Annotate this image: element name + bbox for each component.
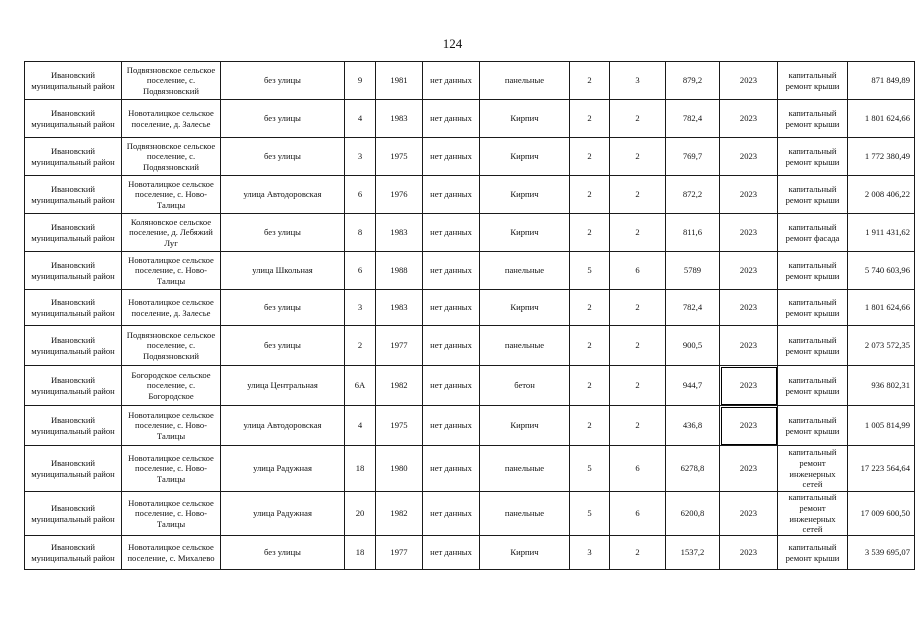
cell-plan-year: 2023 [720,446,778,492]
cell-work: капитальный ремонт фасада [778,214,848,252]
cell-cost: 871 849,89 [848,62,915,100]
cell-year: 1983 [376,100,423,138]
cell-plan-year: 2023 [720,138,778,176]
cell-work: капитальный ремонт крыши [778,326,848,366]
cell-house: 4 [345,406,376,446]
cell-house: 6 [345,176,376,214]
cell-cost: 1 911 431,62 [848,214,915,252]
table-body [25,62,915,570]
cell-cost: 1 772 380,49 [848,138,915,176]
cell-house: 9 [345,62,376,100]
cell-year: 1988 [376,252,423,290]
cell-house: 6 [345,252,376,290]
cell-area: 769,7 [666,138,720,176]
cell-street: без улицы [221,138,345,176]
cell-work: капитальный ремонт крыши [778,290,848,326]
cell-settlement: Новоталицкое сельское поселение, д. Залесье [122,290,221,326]
cell-floors: 2 [570,138,610,176]
cell-area: 436,8 [666,406,720,446]
cell-floors: 5 [570,252,610,290]
cell-work: капитальный ремонт крыши [778,366,848,406]
cell-district: Ивановский муниципальный район [25,406,122,446]
cell-work: капитальный ремонт крыши [778,406,848,446]
cell-street: улица Автодоровская [221,406,345,446]
cell-data-status: нет данных [423,138,480,176]
cell-district: Ивановский муниципальный район [25,446,122,492]
cell-plan-year: 2023 [720,214,778,252]
cell-material: Кирпич [480,100,570,138]
cell-entrances: 6 [610,446,666,492]
cell-plan-year: 2023 [720,176,778,214]
cell-data-status: нет данных [423,492,480,536]
cell-cost: 1 005 814,99 [848,406,915,446]
cell-cost: 17 223 564,64 [848,446,915,492]
cell-area: 811,6 [666,214,720,252]
cell-floors: 2 [570,406,610,446]
cell-work: капитальный ремонт крыши [778,62,848,100]
cell-entrances: 2 [610,366,666,406]
cell-floors: 2 [570,214,610,252]
cell-material: бетон [480,366,570,406]
cell-settlement: Коляновское сельское поселение, д. Лебяжий Луг [122,214,221,252]
cell-street: без улицы [221,100,345,138]
cell-settlement: Новоталицкое сельское поселение, с. Ново-Талицы [122,406,221,446]
cell-material: панельные [480,252,570,290]
cell-house: 3 [345,290,376,326]
cell-work: капитальный ремонт крыши [778,252,848,290]
cell-work: капитальный ремонт инженерных сетей [778,492,848,536]
cell-year: 1980 [376,446,423,492]
page-number: 124 [442,36,463,51]
cell-year: 1976 [376,176,423,214]
cell-settlement: Новоталицкое сельское поселение, с. Ново-Талицы [122,252,221,290]
cell-data-status: нет данных [423,214,480,252]
cell-district: Ивановский муниципальный район [25,290,122,326]
cell-floors: 2 [570,290,610,326]
cell-settlement: Новоталицкое сельское поселение, с. Михалево [122,536,221,570]
cell-work: капитальный ремонт крыши [778,100,848,138]
cell-street: улица Центральная [221,366,345,406]
cell-district: Ивановский муниципальный район [25,138,122,176]
cell-data-status: нет данных [423,100,480,138]
cell-data-status: нет данных [423,446,480,492]
cell-year: 1982 [376,366,423,406]
cell-street: без улицы [221,62,345,100]
cell-cost: 5 740 603,96 [848,252,915,290]
table-row [25,176,915,214]
cell-settlement: Новоталицкое сельское поселение, с. Ново-Талицы [122,176,221,214]
cell-house: 20 [345,492,376,536]
cell-street: без улицы [221,326,345,366]
cell-street: улица Радужная [221,446,345,492]
cell-floors: 2 [570,100,610,138]
cell-entrances: 2 [610,290,666,326]
cell-house: 3 [345,138,376,176]
cell-area: 1537,2 [666,536,720,570]
cell-year: 1981 [376,62,423,100]
cell-entrances: 3 [610,62,666,100]
cell-year: 1977 [376,326,423,366]
cell-year: 1982 [376,492,423,536]
cell-floors: 3 [570,536,610,570]
cell-entrances: 6 [610,492,666,536]
cell-district: Ивановский муниципальный район [25,326,122,366]
cell-plan-year: 2023 [720,536,778,570]
cell-material: панельные [480,326,570,366]
table-row [25,366,915,406]
cell-district: Ивановский муниципальный район [25,100,122,138]
cell-floors: 2 [570,176,610,214]
cell-district: Ивановский муниципальный район [25,366,122,406]
table-row [25,446,915,492]
table-row [25,252,915,290]
cell-floors: 5 [570,446,610,492]
cell-work: капитальный ремонт инженерных сетей [778,446,848,492]
cell-floors: 2 [570,62,610,100]
cell-settlement: Богородское сельское поселение, с. Богородское [122,366,221,406]
cell-entrances: 2 [610,100,666,138]
cell-street: без улицы [221,290,345,326]
cell-cost: 3 539 695,07 [848,536,915,570]
cell-settlement: Подвязновское сельское поселение, с. Подвязновский [122,326,221,366]
cell-house: 4 [345,100,376,138]
cell-year: 1975 [376,406,423,446]
cell-street: без улицы [221,536,345,570]
cell-cost: 1 801 624,66 [848,290,915,326]
cell-cost: 2 073 572,35 [848,326,915,366]
cell-plan-year: 2023 [720,252,778,290]
cell-house: 6А [345,366,376,406]
cell-area: 944,7 [666,366,720,406]
table-row [25,290,915,326]
cell-plan-year: 2023 [720,290,778,326]
cell-floors: 5 [570,492,610,536]
cell-settlement: Новоталицкое сельское поселение, с. Ново-Талицы [122,492,221,536]
cell-entrances: 2 [610,138,666,176]
cell-plan-year: 2023 [720,406,778,446]
cell-district: Ивановский муниципальный район [25,536,122,570]
cell-area: 6278,8 [666,446,720,492]
cell-street: улица Радужная [221,492,345,536]
cell-cost: 936 802,31 [848,366,915,406]
cell-material: Кирпич [480,290,570,326]
cell-floors: 2 [570,326,610,366]
cell-data-status: нет данных [423,62,480,100]
cell-area: 5789 [666,252,720,290]
cell-street: улица Школьная [221,252,345,290]
cell-plan-year: 2023 [720,366,778,406]
cell-work: капитальный ремонт крыши [778,536,848,570]
table-row [25,326,915,366]
cell-data-status: нет данных [423,536,480,570]
cell-year: 1983 [376,214,423,252]
cell-street: без улицы [221,214,345,252]
cell-material: панельные [480,492,570,536]
cell-area: 782,4 [666,290,720,326]
cell-district: Ивановский муниципальный район [25,252,122,290]
cell-material: Кирпич [480,406,570,446]
cell-area: 782,4 [666,100,720,138]
cell-area: 872,2 [666,176,720,214]
cell-data-status: нет данных [423,176,480,214]
table-row [25,62,915,100]
cell-house: 2 [345,326,376,366]
cell-cost: 1 801 624,66 [848,100,915,138]
cell-year: 1975 [376,138,423,176]
cell-material: Кирпич [480,214,570,252]
cell-entrances: 2 [610,326,666,366]
cell-entrances: 2 [610,214,666,252]
cell-material: Кирпич [480,176,570,214]
cell-area: 6200,8 [666,492,720,536]
cell-work: капитальный ремонт крыши [778,176,848,214]
cell-year: 1977 [376,536,423,570]
cell-district: Ивановский муниципальный район [25,176,122,214]
table-row [25,406,915,446]
cell-entrances: 6 [610,252,666,290]
cell-data-status: нет данных [423,252,480,290]
cell-data-status: нет данных [423,290,480,326]
cell-plan-year: 2023 [720,100,778,138]
cell-entrances: 2 [610,536,666,570]
cell-plan-year: 2023 [720,62,778,100]
cell-house: 18 [345,446,376,492]
cell-data-status: нет данных [423,366,480,406]
cell-area: 879,2 [666,62,720,100]
cell-cost: 17 009 600,50 [848,492,915,536]
cell-data-status: нет данных [423,406,480,446]
cell-district: Ивановский муниципальный район [25,214,122,252]
housing-repair-table [24,61,915,570]
cell-cost: 2 008 406,22 [848,176,915,214]
table-row [25,100,915,138]
table-row [25,492,915,536]
cell-material: Кирпич [480,138,570,176]
cell-house: 8 [345,214,376,252]
cell-material: Кирпич [480,536,570,570]
cell-plan-year: 2023 [720,492,778,536]
cell-district: Ивановский муниципальный район [25,492,122,536]
cell-entrances: 2 [610,406,666,446]
cell-entrances: 2 [610,176,666,214]
cell-area: 900,5 [666,326,720,366]
cell-material: панельные [480,446,570,492]
cell-settlement: Новоталицкое сельское поселение, д. Залесье [122,100,221,138]
table-row [25,536,915,570]
cell-work: капитальный ремонт крыши [778,138,848,176]
cell-settlement: Подвязновское сельское поселение, с. Подвязновский [122,62,221,100]
cell-district: Ивановский муниципальный район [25,62,122,100]
cell-material: панельные [480,62,570,100]
cell-data-status: нет данных [423,326,480,366]
cell-house: 18 [345,536,376,570]
cell-plan-year: 2023 [720,326,778,366]
cell-settlement: Новоталицкое сельское поселение, с. Ново-Талицы [122,446,221,492]
table-row [25,138,915,176]
cell-street: улица Автодоровская [221,176,345,214]
cell-year: 1983 [376,290,423,326]
cell-floors: 2 [570,366,610,406]
table-row [25,214,915,252]
cell-settlement: Подвязновское сельское поселение, с. Подвязновский [122,138,221,176]
